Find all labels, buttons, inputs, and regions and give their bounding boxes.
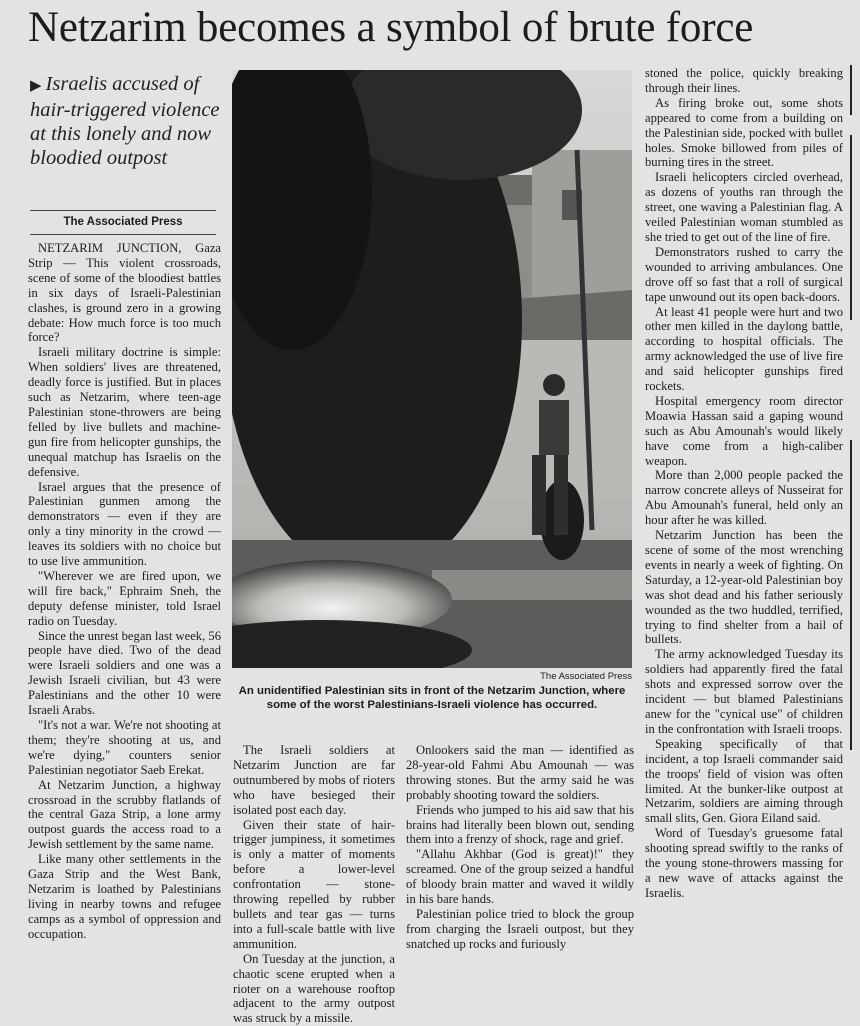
triangle-bullet-icon: ▶ bbox=[30, 78, 42, 94]
paragraph: "Allahu Akhbar (God is great)!" they screamed. One of the group seized a handful of bloody brain matter and waved it wildly in his bare hands. bbox=[406, 847, 634, 907]
paragraph: NETZARIM JUNCTION, Gaza Strip — This violent crossroads, scene of some of the bloodiest battles in six days of Israeli-Palestinian clashes, is ground zero in a growing debate: How much force is too much force? bbox=[28, 241, 221, 345]
paragraph: At least 41 people were hurt and two other men killed in the daylong battle, according to hospital officials. The army acknowledged the use of live fire and said helicopter gunships fired rockets. bbox=[645, 304, 843, 394]
paragraph: Demonstrators rushed to carry the wounded to arriving ambulances. One drove off so fast that a roll of surgical tape unwound out its open back-doors. bbox=[645, 244, 843, 304]
article-column-1 bbox=[28, 241, 221, 942]
byline-rule-top bbox=[30, 210, 216, 211]
paragraph: Like many other settlements in the Gaza Strip and the West Bank, Netzarim is loathed by Palestinians living in nearby towns and refugee camps as a symbol of oppression and occupation. bbox=[28, 852, 221, 941]
paragraph: Given their state of hair-trigger jumpiness, it sometimes is only a matter of moments before a lower-level confrontation — stone-throwing repelled by rubber bullets and tear gas — turns into a full-scale battle with live ammunition. bbox=[233, 817, 395, 951]
paragraph: Palestinian police tried to block the group from charging the Israeli outpost, but they snatched up rocks and furiously bbox=[406, 906, 634, 951]
paragraph: Israel argues that the presence of Palestinian gunmen among the demonstrators — even if they are only a tiny minority in the crowd — leaves its soldiers with no choice but to use live ammunition. bbox=[28, 479, 221, 569]
photo-caption: An unidentified Palestinian sits in front of the Netzarim Junction, where some of the worst Palestinians-Israeli violence has occurred. bbox=[238, 685, 626, 711]
paragraph: "It's not a war. We're not shooting at them; they're shooting at us, and we're dying," counters senior Palestinian negotiator Saeb Erekat. bbox=[28, 718, 221, 777]
paragraph: On Tuesday at the junction, a chaotic scene erupted when a rioter on a warehouse rooftop adjacent to the army outpost was struck by a missile. bbox=[233, 951, 395, 1026]
paragraph: Israeli military doctrine is simple: When soldiers' lives are threatened, deadly force is justified. But in places such as Netzarim, where teen-age Palestinian stone-throwers are being felled by live bullets and machine-gun fire from helicopter gunships, the unequal matchup has Israelis on the defensive. bbox=[28, 345, 221, 479]
paragraph: Hospital emergency room director Moawia Hassan said a gaping wound such as Abu Amounah's would likely have come from a high-caliber weapon. bbox=[645, 393, 843, 468]
headline: Netzarim becomes a symbol of brute force bbox=[28, 4, 754, 51]
column-rule bbox=[850, 135, 852, 320]
paragraph: Israeli helicopters circled overhead, as dozens of youths ran through the street, one waving a Palestinian flag. A veiled Palestinian woman stumbled as she tried to get out of the line of fire. bbox=[645, 170, 843, 244]
paragraph: Since the unrest began last week, 56 people have died. Two of the dead were Israeli soldiers and one was a Jewish Israeli civilian, but 43 were Palestinians and the other 10 were Israeli Arabs. bbox=[28, 628, 221, 718]
paragraph: Word of Tuesday's gruesome fatal shooting spread swiftly to the ranks of the young stone-throwers massing for a new wave of attacks against the Israelis. bbox=[645, 826, 843, 900]
paragraph: Friends who jumped to his aid saw that his brains had literally been blown out, sending them into a frenzy of shock, rage and grief. bbox=[406, 802, 634, 847]
paragraph: More than 2,000 people packed the narrow concrete alleys of Nusseirat for Abu Amounah's funeral, held only an hour after he was killed. bbox=[645, 468, 843, 528]
news-photo bbox=[232, 70, 632, 668]
byline-rule-bottom bbox=[30, 234, 216, 235]
deck-text: Israelis accused of hair-triggered violence at this lonely and now bloodied outpost bbox=[30, 73, 220, 169]
paragraph: At Netzarim Junction, a highway crossroad in the scrubby flatlands of the central Gaza Strip, a lone army outpost guards the access road to a Jewish settlement by the same name. bbox=[28, 777, 221, 852]
paragraph: Onlookers said the man — identified as 28-year-old Fahmi Abu Amounah — was throwing stones. But the army said he was probably shooting toward the soldiers. bbox=[406, 743, 634, 802]
deck bbox=[30, 72, 225, 170]
column-rule bbox=[850, 65, 852, 115]
paragraph: stoned the police, quickly breaking through their lines. bbox=[645, 66, 843, 95]
paragraph: Netzarim Junction has been the scene of some of the most wrenching events in nearly a week of fighting. On Saturday, a 12-year-old Palestinian boy was shot dead and his father seriously wounded as the two huddled, terrified, trying to find shelter from a hail of bullets. bbox=[645, 528, 843, 647]
paragraph: Speaking specifically of that incident, a top Israeli commander said the troops' field of vision was often limited. At the bunker-like outpost at Netzarim, soldiers are aiming through small slits, Gen. Giora Eiland said. bbox=[645, 736, 843, 826]
article-column-4 bbox=[645, 66, 843, 901]
paragraph: As firing broke out, some shots appeared to come from a building on the Palestinian side, pocked with bullet holes. Smoke billowed from piles of burning tires in the street. bbox=[645, 95, 843, 170]
paragraph: "Wherever we are fired upon, we will fire back," Ephraim Sneh, the deputy defense minister, told Israel radio on Tuesday. bbox=[28, 568, 221, 628]
photo-credit: The Associated Press bbox=[540, 671, 632, 682]
column-rule bbox=[850, 440, 852, 750]
paragraph: The Israeli soldiers at Netzarim Junction are far outnumbered by mobs of rioters who have besieged their isolated post each day. bbox=[233, 743, 395, 817]
article-column-3 bbox=[406, 743, 634, 952]
article-column-2 bbox=[233, 743, 395, 1026]
photo-illustration bbox=[232, 70, 632, 668]
byline: The Associated Press bbox=[63, 216, 183, 228]
paragraph: The army acknowledged Tuesday its soldiers had apparently fired the fatal shots and expressed sorrow over the incident — but blamed Palestinians anew for the "cynical use" of children in the confrontation with Israeli troops. bbox=[645, 647, 843, 736]
